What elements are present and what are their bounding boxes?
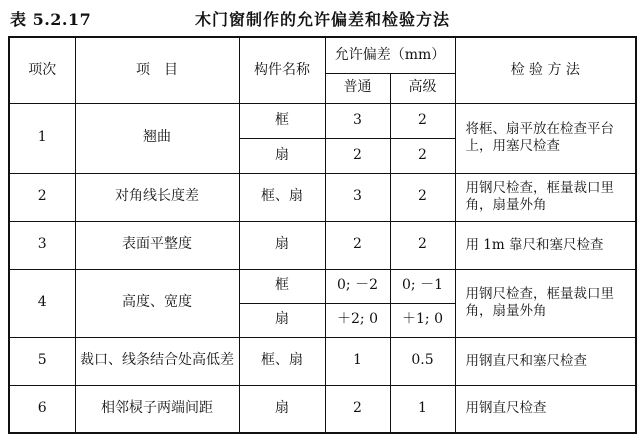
cell-item: 翘曲 bbox=[75, 103, 239, 173]
cell-method: 用钢直尺检查 bbox=[455, 385, 636, 433]
cell-item-no: 2 bbox=[9, 173, 75, 221]
cell-ordinary: 0; －2 bbox=[325, 269, 390, 303]
cell-component: 框、扇 bbox=[239, 337, 325, 385]
cell-ordinary: 2 bbox=[325, 385, 390, 433]
table-row bbox=[9, 337, 636, 385]
cell-item: 裁口、线条结合处高低差 bbox=[75, 337, 239, 385]
cell-component: 扇 bbox=[239, 385, 325, 433]
cell-component: 框、扇 bbox=[239, 173, 325, 221]
cell-item-no: 5 bbox=[9, 337, 75, 385]
table-number: 表 5.2.17 bbox=[10, 10, 92, 29]
cell-component: 框 bbox=[239, 103, 325, 138]
table-title: 木门窗制作的允许偏差和检验方法 bbox=[195, 10, 451, 29]
tolerance-table bbox=[8, 36, 637, 434]
table-row bbox=[9, 173, 636, 221]
cell-advanced: 2 bbox=[390, 173, 455, 221]
cell-component: 扇 bbox=[239, 221, 325, 269]
cell-advanced: ＋1; 0 bbox=[390, 303, 455, 337]
header-method: 检 验 方 法 bbox=[455, 37, 636, 103]
cell-ordinary: 3 bbox=[325, 173, 390, 221]
cell-item-no: 4 bbox=[9, 269, 75, 337]
header-component: 构件名称 bbox=[239, 37, 325, 103]
cell-ordinary: 1 bbox=[325, 337, 390, 385]
cell-item-no: 6 bbox=[9, 385, 75, 433]
cell-item: 对角线长度差 bbox=[75, 173, 239, 221]
table-row bbox=[9, 103, 636, 138]
cell-method: 用钢尺检查，框量裁口里角，扇量外角 bbox=[455, 269, 636, 337]
cell-ordinary: 2 bbox=[325, 138, 390, 173]
cell-method: 将框、扇平放在检查平台上，用塞尺检查 bbox=[455, 103, 636, 173]
cell-advanced: 2 bbox=[390, 138, 455, 173]
cell-item: 表面平整度 bbox=[75, 221, 239, 269]
cell-advanced: 2 bbox=[390, 221, 455, 269]
cell-advanced: 1 bbox=[390, 385, 455, 433]
cell-item-no: 3 bbox=[9, 221, 75, 269]
cell-component: 框 bbox=[239, 269, 325, 303]
header-ordinary: 普通 bbox=[325, 73, 390, 103]
cell-ordinary: ＋2; 0 bbox=[325, 303, 390, 337]
cell-item: 相邻棂子两端间距 bbox=[75, 385, 239, 433]
table-row bbox=[9, 269, 636, 303]
cell-item: 高度、宽度 bbox=[75, 269, 239, 337]
cell-advanced: 0; －1 bbox=[390, 269, 455, 303]
header-tolerance: 允许偏差（mm） bbox=[325, 37, 455, 73]
cell-method: 用 1m 靠尺和塞尺检查 bbox=[455, 221, 636, 269]
cell-component: 扇 bbox=[239, 303, 325, 337]
table-row bbox=[9, 221, 636, 269]
table-row bbox=[9, 385, 636, 433]
cell-ordinary: 2 bbox=[325, 221, 390, 269]
cell-ordinary: 3 bbox=[325, 103, 390, 138]
cell-advanced: 0.5 bbox=[390, 337, 455, 385]
header-advanced: 高级 bbox=[390, 73, 455, 103]
cell-advanced: 2 bbox=[390, 103, 455, 138]
cell-component: 扇 bbox=[239, 138, 325, 173]
header-item-no: 项次 bbox=[9, 37, 75, 103]
cell-method: 用钢尺检查，框量裁口里角，扇量外角 bbox=[455, 173, 636, 221]
cell-item-no: 1 bbox=[9, 103, 75, 173]
table-caption bbox=[10, 4, 630, 30]
header-item: 项 目 bbox=[75, 37, 239, 103]
header-row-1 bbox=[9, 37, 636, 73]
cell-method: 用钢直尺和塞尺检查 bbox=[455, 337, 636, 385]
